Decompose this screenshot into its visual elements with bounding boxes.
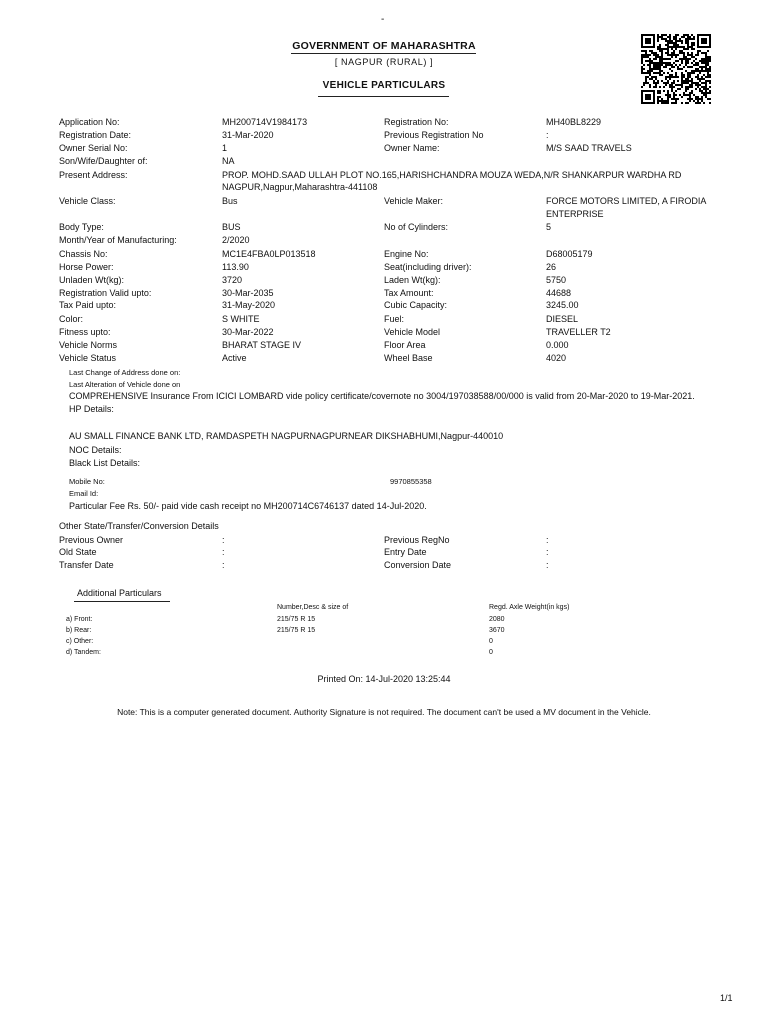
field-value: NAGPUR,Nagpur,Maharashtra-441108 — [222, 182, 378, 192]
field-value: 26 — [546, 262, 557, 272]
field-label: Floor Area — [384, 340, 426, 350]
field-value: TRAVELLER T2 — [546, 327, 611, 337]
field-value: MH200714V1984173 — [222, 117, 308, 127]
additional-particulars-heading: Additional Particulars — [77, 588, 162, 598]
field-label: Owner Name: — [384, 143, 440, 153]
field-value: : — [222, 535, 225, 545]
field-value: 30-Mar-2022 — [222, 327, 274, 337]
field-label: Transfer Date — [59, 560, 114, 570]
last-change-address: Last Change of Address done on: — [69, 368, 181, 377]
hp-details-label: HP Details: — [69, 404, 114, 414]
field-value: Bus — [222, 196, 238, 206]
particulars-row — [0, 196, 768, 209]
field-label: Month/Year of Manufacturing: — [59, 235, 177, 245]
field-value: D68005179 — [546, 249, 593, 259]
field-label: Seat(including driver): — [384, 262, 472, 272]
axle-position-label: b) Rear: — [66, 627, 92, 634]
particulars-row — [0, 327, 768, 340]
field-value: : — [546, 547, 549, 557]
field-label: Color: — [59, 314, 84, 324]
field-label: Registration No: — [384, 117, 449, 127]
particulars-row — [0, 353, 768, 366]
axle-position-label: c) Other: — [66, 638, 94, 645]
field-label: Previous RegNo — [384, 535, 450, 545]
field-value: BUS — [222, 222, 241, 232]
field-value: NA — [222, 156, 235, 166]
field-value: 31-Mar-2020 — [222, 130, 274, 140]
field-label: Vehicle Model — [384, 327, 441, 337]
insurance-details: COMPREHENSIVE Insurance From ICICI LOMBARD vide policy certificate/covernote no 3004/197038588/00/000 is valid from 20-Mar-2020 to 19-Mar-2021. — [69, 391, 695, 401]
noc-details-label: NOC Details: — [69, 445, 122, 455]
field-label: Chassis No: — [59, 249, 108, 259]
field-value: M/S SAAD TRAVELS — [546, 143, 632, 153]
field-label: Fitness upto: — [59, 327, 111, 337]
field-value: Active — [222, 353, 247, 363]
particulars-row — [0, 262, 768, 275]
axle-weight-value: 2080 — [489, 616, 505, 623]
blacklist-details-label: Black List Details: — [69, 458, 141, 468]
header-dash: - — [381, 14, 385, 25]
field-label: Owner Serial No: — [59, 143, 128, 153]
field-value: 44688 — [546, 288, 572, 298]
field-value: 4020 — [546, 353, 567, 363]
transfer-row — [0, 560, 768, 573]
field-label: Vehicle Maker: — [384, 196, 444, 206]
particulars-row — [0, 130, 768, 143]
particulars-row — [0, 275, 768, 288]
particulars-row — [0, 143, 768, 156]
field-label: No of Cylinders: — [384, 222, 449, 232]
field-label: Registration Date: — [59, 130, 132, 140]
field-label: Body Type: — [59, 222, 104, 232]
field-label: Unladen Wt(kg): — [59, 275, 125, 285]
field-value: FORCE MOTORS LIMITED, A FIRODIA — [546, 196, 707, 206]
field-label: Tax Paid upto: — [59, 300, 117, 310]
mobile-label: Mobile No: — [69, 477, 105, 486]
field-label: Engine No: — [384, 249, 429, 259]
field-value: 31-May-2020 — [222, 300, 276, 310]
field-value: ENTERPRISE — [546, 209, 604, 219]
particulars-row — [0, 156, 768, 169]
field-label: Wheel Base — [384, 353, 433, 363]
tyre-value: 215/75 R 15 — [277, 627, 316, 634]
field-label: Vehicle Status — [59, 353, 117, 363]
transfer-heading: Other State/Transfer/Conversion Details — [59, 521, 219, 531]
field-value: DIESEL — [546, 314, 579, 324]
particulars-row — [0, 235, 768, 248]
field-label: Vehicle Norms — [59, 340, 118, 350]
email-label: Email Id: — [69, 489, 99, 498]
title-underline — [318, 96, 449, 97]
government-title: GOVERNMENT OF MAHARASHTRA — [292, 40, 476, 52]
field-value: 1 — [222, 143, 228, 153]
field-value: 113.90 — [222, 262, 249, 272]
field-label: Son/Wife/Daughter of: — [59, 156, 148, 166]
field-value: : — [546, 130, 549, 140]
field-value: : — [546, 560, 549, 570]
hp-bank: AU SMALL FINANCE BANK LTD, RAMDASPETH NAGPURNAGPURNEAR DIKSHABHUMI,Nagpur-440010 — [69, 431, 504, 441]
transfer-row — [0, 547, 768, 560]
field-value: 30-Mar-2035 — [222, 288, 274, 298]
field-label: Cubic Capacity: — [384, 300, 448, 310]
field-value: S WHITE — [222, 314, 260, 324]
tyre-column-header: Number,Desc & size of — [277, 604, 349, 611]
axle-weight-value: 0 — [489, 638, 493, 645]
field-label: Previous Registration No — [384, 130, 484, 140]
field-value: : — [222, 547, 225, 557]
axle-column-header: Regd. Axle Weight(in kgs) — [489, 604, 570, 611]
field-label: Fuel: — [384, 314, 405, 324]
additional-underline — [74, 601, 170, 602]
field-label: Previous Owner — [59, 535, 124, 545]
field-value: MC1E4FBA0LP013518 — [222, 249, 316, 259]
field-value: MH40BL8229 — [546, 117, 602, 127]
government-underline — [291, 53, 476, 54]
particular-fee: Particular Fee Rs. 50/- paid vide cash receipt no MH200714C6746137 dated 14-Jul-2020. — [69, 501, 427, 511]
field-label: Horse Power: — [59, 262, 114, 272]
printed-on: Printed On: 14-Jul-2020 13:25:44 — [317, 674, 451, 684]
particulars-row — [0, 182, 768, 195]
field-label: Vehicle Class: — [59, 196, 116, 206]
field-label: Old State — [59, 547, 97, 557]
field-value: 5750 — [546, 275, 567, 285]
field-label: Present Address: — [59, 170, 128, 180]
axle-position-label: d) Tandem: — [66, 649, 101, 656]
axle-weight-value: 3670 — [489, 627, 505, 634]
field-label: Registration Valid upto: — [59, 288, 152, 298]
field-value: : — [222, 560, 225, 570]
footer-note: Note: This is a computer generated document. Authority Signature is not required. The document can't be used a MV document in the Vehicle. — [117, 707, 651, 717]
axle-weight-value: 0 — [489, 649, 493, 656]
particulars-row — [0, 314, 768, 327]
particulars-row — [0, 209, 768, 222]
field-value: PROP. MOHD.SAAD ULLAH PLOT NO.165,HARISHCHANDRA MOUZA WEDA,N/R SHANKARPUR WARDHA RD — [222, 170, 682, 180]
particulars-row — [0, 117, 768, 130]
particulars-row — [0, 249, 768, 262]
particulars-row — [0, 300, 768, 313]
field-value: 3720 — [222, 275, 243, 285]
axle-position-label: a) Front: — [66, 616, 93, 623]
field-value: 5 — [546, 222, 552, 232]
field-value: : — [546, 535, 549, 545]
tyre-value: 215/75 R 15 — [277, 616, 316, 623]
field-value: 2/2020 — [222, 235, 250, 245]
field-value: BHARAT STAGE IV — [222, 340, 302, 350]
field-label: Application No: — [59, 117, 120, 127]
page-number: 1/1 — [720, 993, 733, 1003]
field-label: Entry Date — [384, 547, 427, 557]
document-title: VEHICLE PARTICULARS — [322, 80, 446, 91]
district-subtitle: [ NAGPUR (RURAL) ] — [334, 57, 434, 67]
qr-code-icon — [641, 34, 711, 104]
particulars-row — [0, 222, 768, 235]
field-label: Tax Amount: — [384, 288, 434, 298]
field-value: 0.000 — [546, 340, 569, 350]
field-label: Conversion Date — [384, 560, 452, 570]
last-alteration: Last Alteration of Vehicle done on — [69, 380, 181, 389]
field-label: Laden Wt(kg): — [384, 275, 441, 285]
field-value: 3245.00 — [546, 300, 579, 310]
particulars-row — [0, 340, 768, 353]
mobile-value: 9970855358 — [390, 477, 432, 486]
